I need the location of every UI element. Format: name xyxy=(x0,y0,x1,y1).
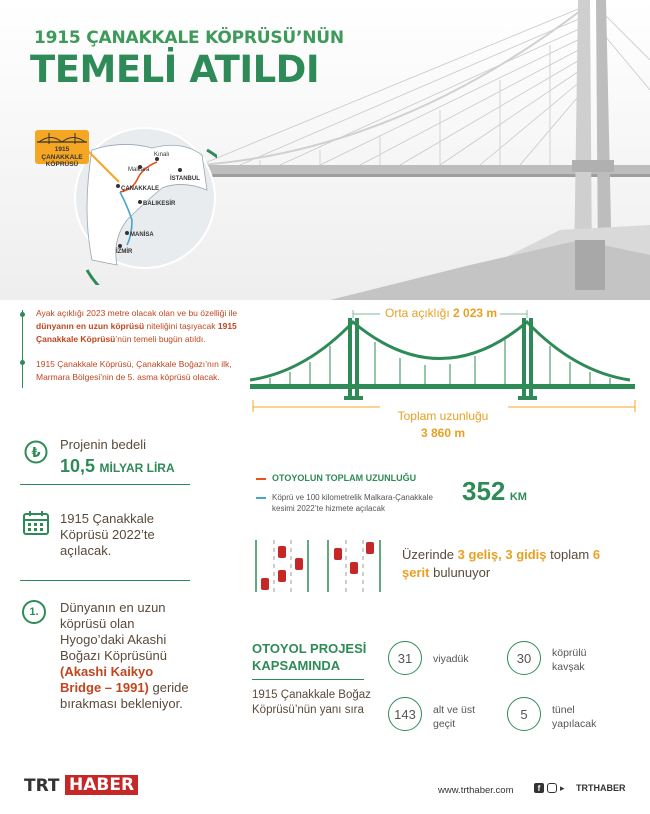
tunnel-label: tünel yapılacak xyxy=(552,704,597,730)
highway-note: Köprü ve 100 kilometrelik Malkara-Çanakkale kesimi 2022’te hizmete açılacak xyxy=(272,493,433,513)
record-text: Dünyanın en uzun köprüsü olan Hyogo’daki Akashi Boğazı Köprüsünü (Akashi Kaikyo Bridge – 1991) geride bırakması bekleniyor. xyxy=(60,600,189,711)
bridge-badge xyxy=(35,130,89,168)
divider xyxy=(20,580,190,581)
intro-paragraph-2: 1915 Çanakkale Köprüsü, Çanakkale Boğazı’nın ilk, Marmara Bölgesi’nin de 5. asma köprüsü olacak. xyxy=(36,359,232,382)
calendar-icon xyxy=(22,510,50,536)
map-label-malkara: Malkara xyxy=(128,167,150,173)
viaduct-count: 31 xyxy=(388,641,422,675)
badge-line2: KÖPRÜSÜ xyxy=(45,161,79,168)
cost-label: Projenin bedeli xyxy=(60,437,147,452)
highway-length: 352 KM xyxy=(462,476,527,506)
map-label-izmir: İZMİR xyxy=(116,249,133,255)
legend-line-blue xyxy=(256,497,266,499)
map-label-canakkale: ÇANAKKALE xyxy=(121,186,159,192)
intro-rule xyxy=(22,310,23,388)
social-icons xyxy=(534,783,571,793)
lira-icon xyxy=(24,440,48,464)
divider xyxy=(252,679,364,680)
twitter-icon[interactable]: ▸ xyxy=(560,783,565,793)
total-length-label: Toplam uzunluğu xyxy=(397,409,489,423)
bullet-dot xyxy=(20,360,25,365)
map-label-balikesir: BALIKESİR xyxy=(143,201,176,207)
instagram-icon[interactable] xyxy=(547,783,557,793)
lanes-illustration xyxy=(254,538,394,594)
bullet-dot xyxy=(20,312,25,317)
trt-logo: TRT xyxy=(24,776,60,796)
website-link[interactable]: www.trthaber.com xyxy=(438,785,514,796)
junction-count: 30 xyxy=(507,641,541,675)
svg-text:₺: ₺ xyxy=(31,446,41,461)
badge-pointer xyxy=(85,148,125,188)
project-desc: 1915 Çanakkale Boğaz Köprüsü’nün yanı sıra xyxy=(252,689,371,716)
crossing-label: alt ve üst geçit xyxy=(433,704,476,730)
page-subtitle: 1915 ÇANAKKALE KÖPRÜSÜ’NÜN xyxy=(34,28,344,48)
lanes-text: Üzerinde 3 geliş, 3 gidiş toplam 6 şerit bulunuyor xyxy=(402,547,601,580)
page-title: TEMELİ ATILDI xyxy=(30,48,320,91)
crossing-count: 143 xyxy=(388,697,422,731)
cost-value: 10,5 MİLYAR LİRA xyxy=(60,456,175,476)
legend-line-orange xyxy=(256,478,266,480)
highway-title: OTOYOLUN TOPLAM UZUNLUĞU xyxy=(272,473,417,483)
haber-logo: HABER xyxy=(65,775,138,795)
schedule-text: 1915 Çanakkale Köprüsü 2022’te açılacak. xyxy=(60,511,155,558)
junction-label: köprülü kavşak xyxy=(552,647,587,673)
badge-line1: 1915 ÇANAKKALE xyxy=(41,146,83,161)
span-label: Orta açıklığı 2 023 m xyxy=(385,306,498,320)
intro-paragraph-1: Ayak açıklığı 2023 metre olacak olan ve bu özelliği ile dünyanın en uzun köprüsü niteliğini taşıyacak 1915 Çanakkale Köprüsü’nün temeli bugün atıldı. xyxy=(36,308,238,344)
facebook-icon[interactable]: f xyxy=(534,783,544,793)
total-length-value: 3 860 m xyxy=(420,426,466,440)
bridge-icon xyxy=(35,130,89,146)
tunnel-count: 5 xyxy=(507,697,541,731)
viaduct-label: viyadük xyxy=(433,653,469,665)
project-title: OTOYOL PROJESİ KAPSAMINDA xyxy=(252,641,367,673)
divider xyxy=(20,484,190,485)
social-handle: TRTHABER xyxy=(576,783,626,793)
map-label-kinali: Kınalı xyxy=(154,152,170,158)
map-label-istanbul: İSTANBUL xyxy=(170,176,200,182)
map-label-manisa: MANİSA xyxy=(130,232,154,238)
number-one-icon: 1. xyxy=(22,600,46,624)
